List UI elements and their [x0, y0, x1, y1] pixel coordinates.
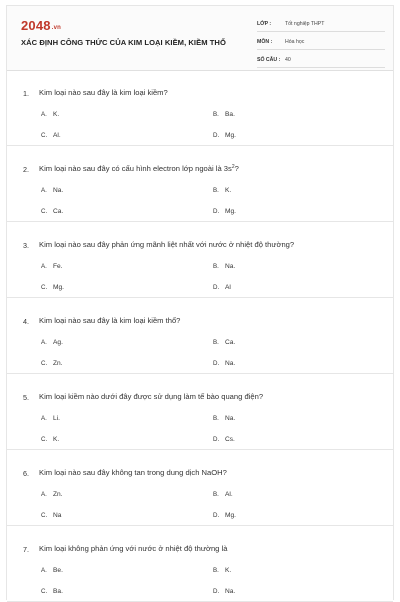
option-letter: D.: [213, 512, 220, 519]
option-letter: A.: [41, 111, 47, 118]
question-text: Kim loại không phản ứng với nước ở nhiệt độ thường là: [39, 544, 228, 553]
option-c[interactable]: [41, 588, 63, 595]
option-text: Fe.: [53, 263, 63, 270]
option-text: Mg.: [225, 512, 236, 519]
logo-text: 2048: [21, 18, 51, 33]
option-text: K.: [53, 111, 60, 118]
option-text: Zn.: [53, 360, 63, 367]
option-letter: C.: [41, 360, 48, 367]
option-b[interactable]: [213, 415, 235, 422]
option-c[interactable]: [41, 208, 63, 215]
option-d[interactable]: [213, 436, 235, 443]
option-text: Na.: [225, 415, 236, 422]
question-list: [7, 70, 393, 602]
question-text: [39, 164, 239, 173]
option-a[interactable]: [41, 567, 63, 574]
option-b[interactable]: [213, 491, 233, 498]
option-b[interactable]: [213, 339, 235, 346]
logo-suffix: .vn: [51, 25, 62, 31]
option-text: Ba.: [53, 588, 63, 595]
question-number: 3.: [23, 241, 29, 250]
option-text: Na.: [225, 263, 236, 270]
option-text: Ca.: [53, 208, 64, 215]
site-logo[interactable]: [21, 18, 61, 33]
option-letter: C.: [41, 132, 48, 139]
option-letter: C.: [41, 512, 48, 519]
question-item: [7, 374, 393, 450]
option-letter: B.: [213, 339, 219, 346]
option-text: Ag.: [53, 339, 63, 346]
option-letter: D.: [213, 588, 220, 595]
option-c[interactable]: [41, 512, 61, 519]
option-text: Al: [225, 284, 231, 291]
option-a[interactable]: [41, 339, 63, 346]
option-text: Mg.: [53, 284, 64, 291]
option-letter: A.: [41, 339, 47, 346]
option-text: Zn.: [53, 491, 63, 498]
option-letter: A.: [41, 263, 47, 270]
option-c[interactable]: [41, 132, 61, 139]
option-letter: C.: [41, 208, 48, 215]
option-letter: D.: [213, 360, 220, 367]
option-text: K.: [225, 567, 232, 574]
question-item: [7, 146, 393, 222]
option-letter: B.: [213, 263, 219, 270]
question-number: 6.: [23, 469, 29, 478]
option-letter: B.: [213, 111, 219, 118]
option-text: Li.: [53, 415, 60, 422]
question-text: Kim loại nào sau đây là kim loại kiềm thổ?: [39, 316, 181, 325]
option-letter: A.: [41, 491, 47, 498]
option-text: Cs.: [225, 436, 235, 443]
meta-row-class: [257, 16, 385, 32]
option-letter: D.: [213, 132, 220, 139]
option-a[interactable]: [41, 263, 63, 270]
question-number: 4.: [23, 317, 29, 326]
question-number: 2.: [23, 165, 29, 174]
option-letter: D.: [213, 436, 220, 443]
option-b[interactable]: [213, 187, 231, 194]
option-c[interactable]: [41, 436, 59, 443]
question-text: Kim loại nào sau đây là kim loại kiềm?: [39, 88, 168, 97]
meta-label: MÔN :: [257, 38, 273, 45]
option-letter: D.: [213, 208, 220, 215]
meta-value: Hóa học: [285, 38, 305, 45]
option-text: Na.: [225, 588, 236, 595]
meta-value: Tốt nghiệp THPT: [285, 20, 325, 27]
question-number: 5.: [23, 393, 29, 402]
meta-row-count: [257, 52, 385, 68]
option-b[interactable]: [213, 263, 235, 270]
question-text-main: Kim loại nào sau đây có cấu hình electron lớp ngoài là 3s: [39, 164, 232, 173]
worksheet-header: [7, 6, 393, 71]
question-text-end: ?: [234, 164, 239, 173]
meta-row-subject: [257, 34, 385, 50]
meta-label: LỚP :: [257, 20, 272, 27]
option-text: Na.: [225, 360, 236, 367]
question-item: [7, 450, 393, 526]
option-a[interactable]: [41, 111, 59, 118]
option-text: Na.: [53, 187, 64, 194]
option-a[interactable]: [41, 187, 63, 194]
option-letter: C.: [41, 588, 48, 595]
option-a[interactable]: [41, 491, 63, 498]
option-letter: A.: [41, 415, 47, 422]
option-letter: A.: [41, 187, 47, 194]
option-text: Ba.: [225, 111, 235, 118]
question-text: Kim loại kiềm nào dưới đây được sử dụng làm tế bào quang điện?: [39, 392, 264, 401]
question-item: [7, 222, 393, 298]
meta-label: SỐ CÂU :: [257, 56, 281, 63]
option-text: Al.: [53, 132, 61, 139]
option-text: Na: [53, 512, 62, 519]
question-item: [7, 298, 393, 374]
option-text: Ca.: [225, 339, 236, 346]
option-d[interactable]: [213, 360, 235, 367]
option-text: Al.: [225, 491, 233, 498]
option-letter: B.: [213, 187, 219, 194]
option-b[interactable]: [213, 567, 231, 574]
option-letter: B.: [213, 491, 219, 498]
option-letter: B.: [213, 567, 219, 574]
question-number: 1.: [23, 89, 29, 98]
option-letter: C.: [41, 436, 48, 443]
option-a[interactable]: [41, 415, 60, 422]
option-c[interactable]: [41, 284, 64, 291]
option-d[interactable]: [213, 132, 236, 139]
option-letter: D.: [213, 284, 220, 291]
option-text: Be.: [53, 567, 63, 574]
question-item: [7, 526, 393, 602]
question-number: 7.: [23, 545, 29, 554]
option-letter: B.: [213, 415, 219, 422]
option-text: K.: [53, 436, 60, 443]
option-b[interactable]: [213, 111, 235, 118]
superscript: 2: [231, 164, 235, 170]
question-item: [7, 70, 393, 146]
option-text: Mg.: [225, 132, 236, 139]
meta-value: 40: [285, 56, 291, 63]
option-letter: C.: [41, 284, 48, 291]
question-text: Kim loại nào sau đây không tan trong dung dịch NaOH?: [39, 468, 227, 477]
option-d[interactable]: [213, 284, 231, 291]
option-d[interactable]: [213, 208, 236, 215]
question-text: Kim loại nào sau đây phản ứng mãnh liệt nhất với nước ở nhiệt độ thường?: [39, 240, 295, 249]
worksheet-meta: [257, 16, 385, 70]
worksheet-title: XÁC ĐỊNH CÔNG THỨC CỦA KIM LOẠI KIỀM, KIỀM THỔ: [21, 38, 226, 47]
worksheet-page: [6, 5, 394, 600]
option-letter: A.: [41, 567, 47, 574]
option-c[interactable]: [41, 360, 63, 367]
option-d[interactable]: [213, 512, 236, 519]
option-text: K.: [225, 187, 232, 194]
option-text: Mg.: [225, 208, 236, 215]
option-d[interactable]: [213, 588, 235, 595]
